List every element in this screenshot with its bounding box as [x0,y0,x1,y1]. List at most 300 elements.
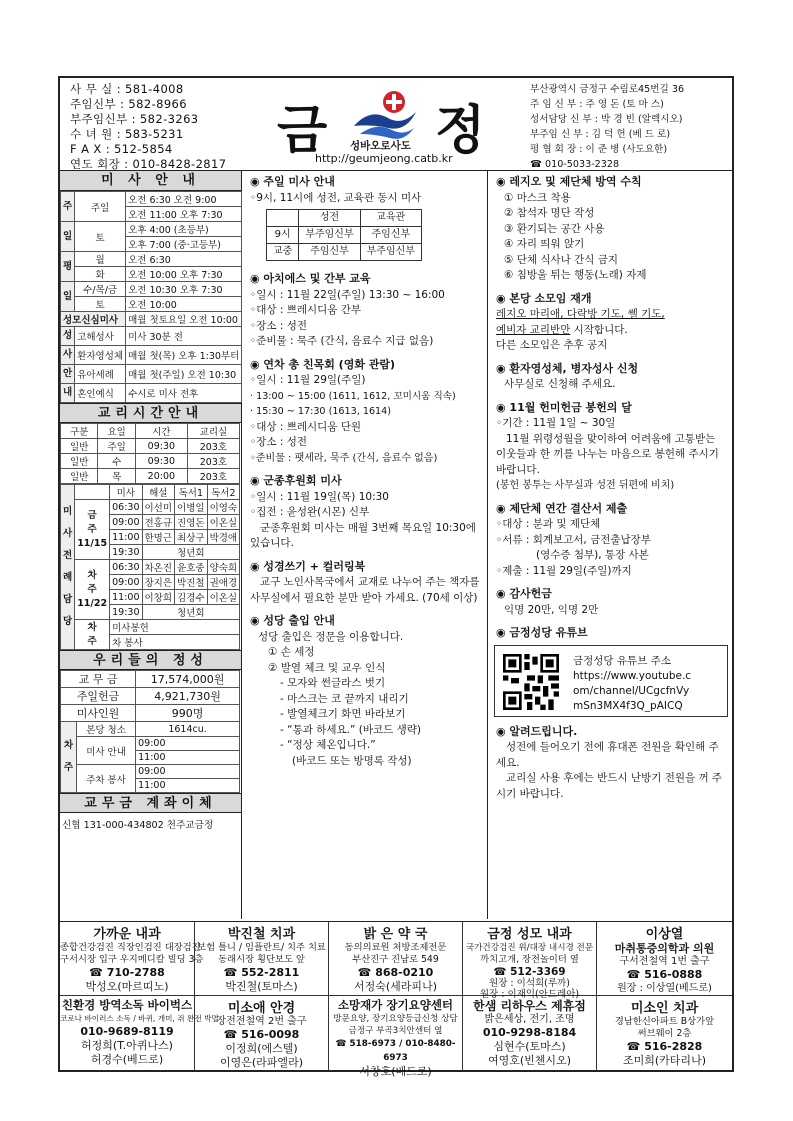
ad-person: 박진철(토마스) [225,980,298,993]
role-time: 09:00 [110,575,142,590]
role-cell: 권애경 [207,575,240,590]
cat-cell: 일반 [61,469,98,484]
ad-line: 동의의료원 처방조제전문 [344,942,447,953]
notice-line: - 마스크는 코 끝까지 내리기 [280,692,409,705]
cat-cell: 주일 [98,439,135,454]
ad-person: 허정희(T.아퀴나스) [81,1039,173,1052]
sacr-side: 사 [61,346,75,365]
notice-line: - 발열체크기 화면 바라보기 [280,708,406,720]
clergy-assistant: 부주임 신 부 : 김 덕 헌 (베 드 로) [530,129,671,140]
cat-header: 시간 [135,424,187,439]
cat-cell: 목 [98,469,135,484]
mass-location-table [266,209,422,261]
notice-line: (바코드 또는 방명록 작성) [292,754,412,767]
role-cell: 윤호중 [175,560,208,575]
duty-time: 11:00 [136,779,240,793]
notice-line: 레지오 마리애, 다락방 기도, 쎌 기도, [496,308,665,320]
ad-line: 코로나 바이러스 소독 / 바퀴, 개미, 쥐 완전 박멸 [60,1014,219,1023]
ad-line: 까치고개, 장전놀이터 옆 [480,954,579,965]
notice-title: ◉ 알려드립니다. [496,724,578,738]
rule-item: ① 마스크 착용 [504,191,571,204]
notice-body: 성전에 들어오기 전에 휴대폰 전원을 확인해 주세요. [496,741,719,769]
ad-name: 미소애 안경 [227,1001,296,1016]
role-cell: 박경애 [207,530,240,545]
ad-card[interactable] [597,996,732,1071]
ad-person: 허경수(베드로) [90,1053,164,1066]
clergy-pastor: 주 임 신 부 : 주 영 돈 (토 마 스) [530,99,664,110]
rule-item: ② 참석자 명단 작성 [504,207,595,219]
next-side-char: 차 [63,740,74,751]
ad-line: 장전전철역 2번 출구 [216,1016,307,1027]
ad-person: 심현수(토마스) [493,1040,566,1053]
notice-line: ② 발열 체크 및 교우 인식 [268,661,386,674]
notice-title: ◉ 제단체 연간 결산서 제출 [496,501,628,515]
mass-time: 오후 7:00 (중·고등부) [126,237,242,252]
ad-name: 밝 은 약 국 [363,927,428,942]
cat-cell: 09:30 [135,454,187,469]
mass-side: 주 [61,192,75,222]
notice-line: 성당 출입은 정문을 이용합니다. [258,630,404,643]
offering-value: 990명 [136,705,240,722]
role-time: 11:00 [110,530,142,545]
rule-item: ④ 자리 띄워 앉기 [504,238,585,250]
ad-line: 마취통증의학과 의원 [614,942,715,955]
notice-line: 다른 소모임은 추후 공지 [496,339,608,351]
mass-title: 미 사 안 내 [60,171,241,191]
ad-card[interactable] [60,922,204,996]
mass-day: 토 [75,297,126,312]
notice-line: - 모자와 썬글라스 벗기 [280,677,386,689]
notice-thanks-offering [490,583,732,622]
role-cell: 이온실 [207,515,240,530]
notice-title: ◉ 연차 총 친목회 (영화 관람) [250,357,396,371]
notice-line: ◦기간 : 11월 1일 ~ 30일 [496,417,616,429]
week2-side: 차 [87,569,97,581]
roles-header: 미사 [110,485,142,500]
ad-card[interactable] [60,996,219,1071]
ad-person: 이영은(라파엘라) [220,1056,303,1069]
notice-title: ◉ 레지오 및 제단체 방역 수칙 [496,175,642,188]
role-time: 06:30 [110,560,142,575]
role-cell: 최상구 [175,530,208,545]
roles-corner [75,485,110,500]
notice-body: 11월 위령성월을 맞이하여 어려움에 고통받는 이웃들과 한 끼를 나누는 마음으로 봉헌해 주시기 바랍니다. [496,432,719,476]
week1-side: 금 [87,509,97,521]
mass-time: 오전 10:00 [126,297,242,312]
notice-title: ◉ 성경쓰기 + 컬러링북 [250,559,366,573]
duty-time: 11:00 [136,751,240,765]
loc-cell: 부주임신부 [299,227,360,244]
ad-card[interactable] [597,922,732,996]
notice-title: ◉ 성당 출입 안내 [250,614,335,627]
notice-entry-guide [244,610,487,773]
contact-list [70,82,270,172]
notice-small-groups [490,288,732,358]
roles-side-char: 미 [63,506,73,517]
extra-label [75,620,110,650]
loc-cell: 교육관 [360,210,421,227]
notice-acies [244,268,487,354]
ad-phone: 010-9298-8184 [482,1026,577,1039]
roles-side-char: 사 [63,528,73,539]
ad-person: 여영호(빈첸시오) [488,1054,571,1067]
role-cell: 차온진 [142,560,175,575]
notice-settlement [490,498,732,584]
roles-side-char: 담 [63,594,73,605]
clergy-list [530,82,730,172]
next-side [61,722,77,793]
mass-day: 토 [75,222,126,252]
role-cell: 한명근 [142,530,175,545]
qr-code-icon[interactable] [503,654,559,710]
roles-header: 독서1 [175,485,208,500]
notice-line: 예비자 교리반만 [496,323,571,336]
week1-date: 11/15 [77,537,108,549]
roles-side [61,485,75,650]
notice-announcement [490,721,732,807]
next-side-char: 주 [63,762,74,773]
notice-rice-offering [490,397,732,498]
loc-cell: 교중 [267,244,299,261]
ad-card[interactable] [329,922,463,996]
roles-side-char: 당 [63,616,73,627]
account-text: 신협 131-000-434802 천주교금정 [62,820,214,831]
sacr-name: 혼인예식 [75,384,126,403]
mass-time: 오전 10:00 오후 7:30 [126,267,242,282]
title-left: 금 [277,100,328,161]
ad-person: 박성오(마르띠노) [85,980,169,993]
address: 부산광역시 금정구 수림로45번길 36 [530,84,685,95]
notice-line: 시작합니다. [570,323,628,336]
notice-line: ◦일시 : 11월 29일(주일) [250,374,366,386]
ad-person: 원장 : 이석희(루까) [489,978,570,989]
ad-person: 원장 : 이상열(베드로) [617,983,712,994]
ad-line: 방문요양, 장기요양등급신청 상담 [333,1014,458,1024]
offering-value: 4,921,730원 [136,688,240,705]
bulletin-frame [58,76,734,1078]
middle-column [244,171,488,919]
sacr-side: 안 [61,365,75,384]
notice-line: ◦대상 : 쁘레시디움 간부 [250,304,362,316]
notice-youtube [490,622,732,641]
mass-side: 일 [61,282,75,312]
sacr-name: 환자영성체 [75,346,126,365]
cat-header: 구분 [61,424,98,439]
ad-person: 조미희(카타리나) [623,1054,706,1067]
mass-side: 일 [61,222,75,252]
qr-line: https://www.youtube.c [573,669,692,682]
mass-table [60,191,242,403]
title-right: 정 [435,100,486,161]
contact-convent: 수 녀 원 : 583-5231 [70,127,184,141]
notice-line: ◦일시 : 11월 19일(목) 10:30 [250,490,389,503]
account-title: 교무금 계좌이체 [60,793,241,813]
week2-date: 11/22 [77,597,108,609]
rule-item: ③ 환기되는 공간 사용 [504,222,605,235]
extra-item: 미사봉헌 [110,620,240,635]
role-cell: 청년회 [142,605,240,620]
notice-line: ◦대상 : 분과 및 제단체 [496,518,601,530]
sacr-side: 성 [61,327,75,346]
notice-title: ◉ 11월 헌미헌금 봉헌의 달 [496,400,632,414]
mass-day: 수/목/금 [75,282,126,297]
mass-time: 오전 10:30 오후 7:30 [126,282,242,297]
extra-side: 차 [87,621,97,633]
ad-name: 박진철 치과 [227,927,296,942]
notice-bible-writing [244,556,487,611]
ad-line: 경남한신아파트 B상가앞 [614,1016,715,1027]
notice-line: ◦집전 : 윤성완(시몬) 신부 [250,506,370,518]
loc-cell: 성전 [299,210,360,227]
loc-cell: 부주임신부 [360,244,421,261]
role-cell: 김경수 [175,590,208,605]
qr-line: 금정성당 유튜브 주소 [573,654,671,667]
extra-item: 차 봉사 [110,635,240,650]
notice-line: · 13:00 ~ 15:00 (1611, 1612, 꼬미시움 직속) [250,390,456,402]
role-time: 19:30 [110,545,142,560]
ad-name: 한샘 리하우스 제휴점 [473,999,586,1013]
notice-line: ① 손 세정 [268,646,315,658]
rule-item: ⑥ 침방울 튀는 행동(노래) 자제 [504,269,647,281]
role-cell: 이온실 [207,590,240,605]
roles-header: 독서2 [207,485,240,500]
offering-label: 미사인원 [61,705,136,722]
mass-day: 월 [75,252,126,267]
notice-title: ◉ 금정성당 유튜브 [496,626,588,639]
role-time: 19:30 [110,605,142,620]
notice-title: ◉ 주일 미사 안내 [250,175,335,188]
ad-card[interactable] [195,996,329,1071]
cat-header: 요일 [98,424,135,439]
offering-label: 교 무 금 [61,671,136,688]
loc-cell [267,210,299,227]
contact-president: 연도 회장 : 010-8428-2817 [70,157,227,171]
notice-title: ◉ 환자영성체, 병자성사 신청 [496,361,639,375]
loc-cell: 9시 [267,227,299,244]
ad-line: 보험 틀니 / 임플란트/ 치주 치료 [197,942,326,953]
notice-body: 군종후원회 미사는 매월 3번째 목요일 10:30에 있습니다. [250,521,476,549]
right-column [490,171,732,919]
qr-line: om/channel/UCgcfnVy [573,684,690,697]
masthead [265,80,510,170]
mass-time: 오전 11:00 오후 7:30 [126,207,242,222]
ad-card[interactable] [195,922,329,996]
notice-title: ◉ 군종후원회 미사 [250,474,342,487]
ad-phone: ☎ 516-0098 [223,1028,300,1041]
sacr-name: 고해성사 [75,327,126,346]
holy-hour-time: 매월 첫토요일 오전 10:00 [126,312,242,327]
role-cell: 이창희 [142,590,175,605]
ad-card[interactable] [463,996,597,1071]
clergy-bible: 성서담당 신 부 : 박 경 빈 (알렉시오) [530,114,683,125]
offering-table [60,670,240,793]
notice-line: (영수증 첨부), 통장 사본 [536,549,649,561]
week2-side: 주 [87,583,97,595]
notice-text: ◦9시, 11시에 성전, 교육관 동시 미사 [250,191,422,204]
roles-header: 해설 [142,485,175,500]
ad-name: 소망재가 장기요양센터 [337,998,454,1012]
notice-title: ◉ 아치에스 및 간부 교육 [250,272,371,285]
ad-person: 이정희(에스텔) [225,1042,298,1055]
mass-day: 화 [75,267,126,282]
notice-line: 사무실로 신청해 주세요. [504,378,616,390]
cat-cell: 203호 [187,454,239,469]
ad-line: 밝은세상, 전기, 조명 [484,1014,575,1025]
ad-phone: ☎ 516-0888 [626,968,703,981]
ad-line: 금정구 부곡3치안센터 옆 [348,1026,443,1036]
role-time: 09:00 [110,515,142,530]
president-phone: ☎ 010-5033-2328 [530,159,620,170]
notice-line: - “정상 체온입니다.” [280,739,376,751]
notice-body: 교리실 사용 후에는 반드시 난방기 전원을 꺼 주시기 바랍니다. [496,772,723,800]
cat-cell: 20:00 [135,469,187,484]
ad-line: 구서전철역 1번 출구 [619,956,710,967]
notice-body: 교구 노인사목국에서 교재로 나누어 주는 책자를 사무실에서 필요한 분만 받아 가세요. (70세 이상) [250,576,480,604]
mass-time: 오전 6:30 [126,252,242,267]
catechism-title: 교리시간안내 [60,403,241,423]
role-cell: 청년회 [142,545,240,560]
role-cell: 박진철 [175,575,208,590]
holy-hour-label: 성모신심미사 [61,312,126,327]
offering-value: 17,574,000원 [136,671,240,688]
notice-line: (봉헌 봉투는 사무실과 성전 뒤편에 비치) [496,480,675,491]
ad-line: 구서시장 입구 우지메디칼 빌딩 3층 [60,954,204,965]
notice-fellowship [244,354,487,471]
role-cell: 이영숙 [207,500,240,515]
qr-line: mSn3MX4f3Q_pAICQ [573,699,683,712]
mass-side: 평 [61,252,75,282]
cat-cell: 수 [98,454,135,469]
notice-line: ◦준비물 : 묵주 (간식, 음료수 지급 없음) [250,335,434,347]
week1-label [75,500,110,560]
mass-day: 주일 [75,192,126,222]
loc-cell: 주임신부 [360,227,421,244]
sacr-time: 미사 30분 전 [126,327,242,346]
website-link[interactable]: http://geumjeong.catb.kr [315,152,453,165]
duty-label: 주차 봉사 [77,765,136,793]
offering-title: 우리들의 정성 [60,650,241,670]
ad-person: 서창호(베드로) [359,1065,432,1078]
duty-label: 미사 안내 [77,737,136,765]
contact-office: 사 무 실 : 581-4008 [70,82,184,96]
role-cell: 양숙희 [207,560,240,575]
week1-side: 주 [87,523,97,535]
cat-cell: 203호 [187,469,239,484]
header [60,78,732,171]
cat-cell: 09:30 [135,439,187,454]
notice-title: ◉ 본당 소모임 재개 [496,291,592,305]
role-cell: 전홍규 [142,515,175,530]
ad-phone: 010-9689-8119 [80,1025,174,1038]
catechism-table [60,423,240,484]
cleaning-label: 본당 청소 [77,722,136,737]
sacr-time: 매월 첫(주일) 오전 10:30 [126,365,242,384]
church-logo-icon [350,88,420,143]
contact-pastor: 주임신부 : 582-8966 [70,97,187,111]
duty-time: 09:00 [136,765,240,779]
sacr-side: 내 [61,384,75,403]
notice-line: ◦서류 : 회계보고서, 금전출납장부 [496,533,651,546]
ad-person: 서정숙(세라피나) [354,980,437,993]
cat-cell: 203호 [187,439,239,454]
rule-item: ⑤ 단체 식사나 간식 금지 [504,253,619,266]
offering-label: 주일헌금 [61,688,136,705]
roles-side-char: 전 [63,550,73,561]
notice-line: ◦대상 : 쁘레시디움 단원 [250,420,362,433]
ad-phone: ☎ 512-3369 [493,966,566,978]
ad-line: 종합건강검진 직장인검진 대장검진 [60,942,201,953]
youtube-link[interactable] [573,654,691,714]
sacr-name: 유아세례 [75,365,126,384]
ad-card[interactable] [463,922,597,1000]
church-name: 성바오로사도 [350,140,411,152]
ad-name: 미소인 치과 [630,1001,699,1016]
ad-line: 부산진구 진남로 549 [352,954,439,965]
roles-table [60,484,240,650]
ad-line: 써브웨이 2층 [637,1028,692,1039]
ad-phone: ☎ 710-2788 [89,966,165,979]
ad-phone: ☎ 518-6973 / 010-8480-6973 [335,1039,456,1063]
role-cell: 이병일 [175,500,208,515]
ad-name: 친환경 방역소독 바이벅스 [61,998,193,1012]
mass-time: 오전 6:30 오전 9:00 [126,192,242,207]
contact-fax: F A X : 512-5854 [70,142,173,156]
ads-section [60,921,732,1078]
extra-side: 주 [87,635,97,647]
role-cell: 장지은 [142,575,175,590]
notice-quarantine-rules [490,171,732,288]
duty-time: 09:00 [136,737,240,751]
notice-line: · 15:30 ~ 17:30 (1613, 1614) [250,406,391,417]
notice-line: ◦제출 : 11월 29일(주일)까지 [496,564,632,577]
role-time: 11:00 [110,590,142,605]
sacr-time: 매월 첫(목) 오후 1:30부터 [126,346,242,365]
youtube-box[interactable] [494,645,728,717]
cleaning-value: 1614cu. [136,722,240,737]
notice-line: ◦장소 : 성전 [250,319,307,332]
notice-military-mass [244,470,487,556]
ad-name: 금정 성모 내과 [487,927,572,942]
notice-line: - “통과 하세요.” (바코드 생략) [280,723,421,736]
loc-cell: 주임신부 [299,244,360,261]
cat-cell: 일반 [61,439,98,454]
role-time: 06:30 [110,500,142,515]
ad-phone: ☎ 868-0210 [357,966,434,979]
sacr-time: 수시로 미사 전후 [126,384,242,403]
notice-sunday-mass [244,171,487,268]
ad-phone: ☎ 516-2828 [626,1040,703,1053]
ad-card[interactable] [329,996,463,1078]
mass-time: 오후 4:00 (초등부) [126,222,242,237]
cat-header: 교리실 [187,424,239,439]
left-column [60,171,242,919]
cat-cell: 일반 [61,454,98,469]
notice-line: ◦일시 : 11월 22일(주일) 13:30 ~ 16:00 [250,288,445,301]
contact-assistant: 부주임신부 : 582-3263 [70,112,199,126]
ad-line: 동래시장 횡단보도 앞 [218,954,305,965]
ad-phone: ☎ 552-2811 [223,966,300,979]
notice-line: ◦준비물 : 팻세라, 묵주 (간식, 음료수 없음) [250,452,438,464]
notice-sick-communion [490,358,732,397]
role-cell: 이선미 [142,500,175,515]
role-cell: 진영돈 [175,515,208,530]
week2-label [75,560,110,620]
ad-name: 가까운 내과 [93,927,161,942]
clergy-president: 평 협 회 장 : 이 준 병 (사도요한) [530,144,668,155]
notice-title: ◉ 감사헌금 [496,587,552,600]
roles-side-char: 례 [63,572,73,583]
ad-line: 국가건강검진 위/대장 내시경 전문 [465,943,594,953]
